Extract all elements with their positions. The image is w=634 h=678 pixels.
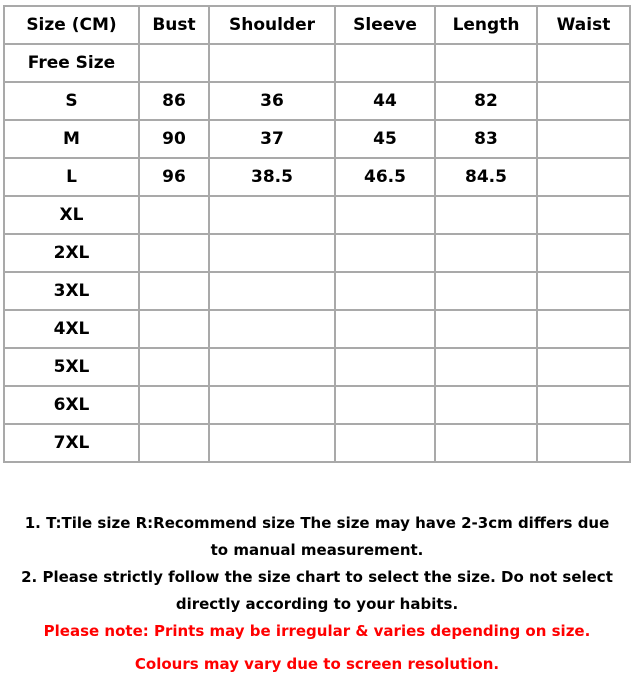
cell-waist [537,120,630,158]
cell-shoulder [209,196,335,234]
cell-waist [537,44,630,82]
header-row [4,6,630,44]
cell-bust [139,44,209,82]
table-row [4,234,630,272]
header-size: Size (CM) [4,6,139,44]
cell-waist [537,234,630,272]
cell-shoulder [209,44,335,82]
cell-waist [537,272,630,310]
cell-waist [537,386,630,424]
table-row [4,310,630,348]
table-row [4,386,630,424]
cell-bust [139,386,209,424]
cell-length: 84.5 [435,158,537,196]
header-waist: Waist [537,6,630,44]
header-sleeve: Sleeve [335,6,435,44]
cell-shoulder [209,424,335,462]
size-chart-table [3,5,631,463]
note-1-line-1: 1. T:Tile size R:Recommend size The size may have 2-3cm differs due [24,514,610,532]
cell-sleeve [335,234,435,272]
cell-sleeve: 45 [335,120,435,158]
cell-bust: 86 [139,82,209,120]
cell-length [435,196,537,234]
prints-warning: Please note: Prints may be irregular & varies depending on size. [43,622,591,640]
note-1-line-2: to manual measurement. [210,541,424,559]
cell-sleeve [335,310,435,348]
cell-length [435,386,537,424]
cell-waist [537,424,630,462]
size-chart-body [4,6,630,462]
header-length: Length [435,6,537,44]
cell-length [435,310,537,348]
cell-size: M [4,120,139,158]
cell-bust [139,196,209,234]
cell-length: 83 [435,120,537,158]
cell-shoulder [209,272,335,310]
table-row [4,44,630,82]
cell-shoulder: 36 [209,82,335,120]
table-row [4,272,630,310]
cell-sleeve: 46.5 [335,158,435,196]
cell-size: S [4,82,139,120]
cell-bust [139,424,209,462]
cell-length [435,272,537,310]
cell-shoulder [209,234,335,272]
cell-length [435,348,537,386]
table-row [4,120,630,158]
cell-bust [139,310,209,348]
cell-size: Free Size [4,44,139,82]
cell-waist [537,348,630,386]
cell-bust: 90 [139,120,209,158]
cell-waist [537,196,630,234]
cell-size: 3XL [4,272,139,310]
cell-shoulder: 37 [209,120,335,158]
header-shoulder: Shoulder [209,6,335,44]
cell-size: 5XL [4,348,139,386]
table-row [4,196,630,234]
cell-size: 4XL [4,310,139,348]
cell-sleeve [335,196,435,234]
cell-bust [139,348,209,386]
table-row [4,158,630,196]
cell-sleeve: 44 [335,82,435,120]
cell-length: 82 [435,82,537,120]
cell-waist [537,82,630,120]
cell-length [435,234,537,272]
table-row [4,348,630,386]
colours-warning: Colours may vary due to screen resolution. [134,655,500,673]
size-notes [0,510,634,678]
cell-sleeve [335,348,435,386]
cell-length [435,424,537,462]
cell-shoulder [209,386,335,424]
cell-sleeve [335,272,435,310]
cell-sleeve [335,424,435,462]
cell-size: 7XL [4,424,139,462]
cell-size: XL [4,196,139,234]
table-row [4,424,630,462]
cell-bust: 96 [139,158,209,196]
cell-size: L [4,158,139,196]
cell-sleeve [335,386,435,424]
cell-bust [139,272,209,310]
cell-shoulder [209,310,335,348]
note-2-line-2: directly according to your habits. [175,595,459,613]
cell-sleeve [335,44,435,82]
cell-bust [139,234,209,272]
header-bust: Bust [139,6,209,44]
cell-shoulder [209,348,335,386]
cell-waist [537,158,630,196]
cell-shoulder: 38.5 [209,158,335,196]
cell-size: 6XL [4,386,139,424]
cell-waist [537,310,630,348]
note-2-line-1: 2. Please strictly follow the size chart to select the size. Do not select [21,568,613,586]
table-row [4,82,630,120]
cell-size: 2XL [4,234,139,272]
cell-length [435,44,537,82]
